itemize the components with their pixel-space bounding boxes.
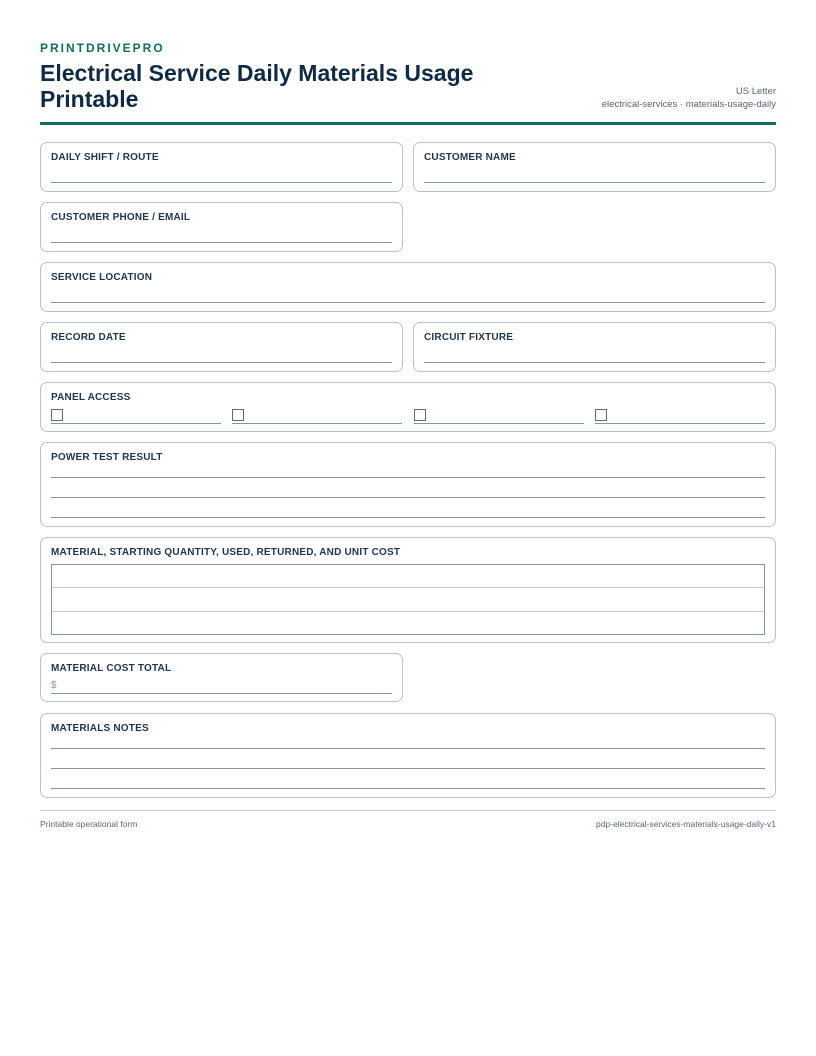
materials-notes-field[interactable]	[40, 713, 776, 798]
document-meta	[602, 85, 776, 111]
materials-notes-line-1[interactable]	[51, 748, 765, 749]
footer-form-id: pdp-electrical-services-materials-usage-daily-v1	[596, 819, 776, 829]
document-slug: electrical-services · materials-usage-daily	[601, 99, 776, 110]
power-test-result-line-2[interactable]	[51, 497, 765, 498]
record-date-field[interactable]	[40, 322, 403, 372]
materials-table-section	[40, 537, 776, 643]
material-cost-total-label: MATERIAL COST TOTAL	[51, 663, 172, 674]
materials-table-label: MATERIAL, STARTING QUANTITY, USED, RETURNED, AND UNIT COST	[51, 547, 401, 558]
service-location-field[interactable]	[40, 262, 776, 312]
record-date-label: RECORD DATE	[51, 332, 126, 343]
circuit-fixture-label: CIRCUIT FIXTURE	[424, 332, 514, 343]
currency-symbol: $	[51, 680, 57, 691]
service-location-input-line[interactable]	[51, 302, 765, 303]
record-date-input-line[interactable]	[51, 362, 392, 363]
footer-left-text: Printable operational form	[40, 819, 138, 829]
materials-notes-label: MATERIALS NOTES	[51, 723, 149, 734]
customer-contact-input-line[interactable]	[51, 242, 392, 243]
customer-contact-label: CUSTOMER PHONE / EMAIL	[51, 212, 191, 223]
circuit-fixture-input-line[interactable]	[424, 362, 765, 363]
panel-access-option-line-1[interactable]	[51, 423, 221, 424]
materials-notes-line-3[interactable]	[51, 788, 765, 789]
daily-shift-input-line[interactable]	[51, 182, 392, 183]
page-title: Electrical Service Daily Materials Usage Printable	[40, 60, 474, 112]
panel-access-option-line-4[interactable]	[595, 423, 765, 424]
panel-access-checkbox-3[interactable]	[414, 409, 426, 421]
panel-access-checkbox-1[interactable]	[51, 409, 63, 421]
panel-access-checkbox-2[interactable]	[232, 409, 244, 421]
paper-size: US Letter	[735, 86, 776, 97]
customer-name-label: CUSTOMER NAME	[424, 152, 516, 163]
table-row[interactable]	[52, 612, 764, 635]
circuit-fixture-field[interactable]	[413, 322, 776, 372]
panel-access-checkbox-4[interactable]	[595, 409, 607, 421]
material-cost-total-input-line[interactable]	[51, 693, 392, 694]
power-test-result-label: POWER TEST RESULT	[51, 452, 163, 463]
customer-name-field[interactable]	[413, 142, 776, 192]
table-row[interactable]	[52, 565, 764, 588]
brand-name: PRINTDRIVEPRO	[40, 41, 165, 55]
customer-name-input-line[interactable]	[424, 182, 765, 183]
power-test-result-field[interactable]	[40, 442, 776, 527]
material-cost-total-field[interactable]	[40, 653, 403, 702]
power-test-result-line-1[interactable]	[51, 477, 765, 478]
materials-notes-line-2[interactable]	[51, 768, 765, 769]
customer-contact-field[interactable]	[40, 202, 403, 252]
power-test-result-line-3[interactable]	[51, 517, 765, 518]
panel-access-label: PANEL ACCESS	[51, 392, 131, 403]
daily-shift-label: DAILY SHIFT / ROUTE	[51, 152, 159, 163]
materials-table	[51, 564, 765, 635]
header-divider	[40, 122, 776, 125]
footer-divider	[40, 810, 776, 811]
panel-access-option-line-2[interactable]	[232, 423, 402, 424]
daily-shift-field[interactable]	[40, 142, 403, 192]
service-location-label: SERVICE LOCATION	[51, 272, 153, 283]
table-row[interactable]	[52, 588, 764, 611]
panel-access-field	[40, 382, 776, 432]
panel-access-option-line-3[interactable]	[414, 423, 584, 424]
